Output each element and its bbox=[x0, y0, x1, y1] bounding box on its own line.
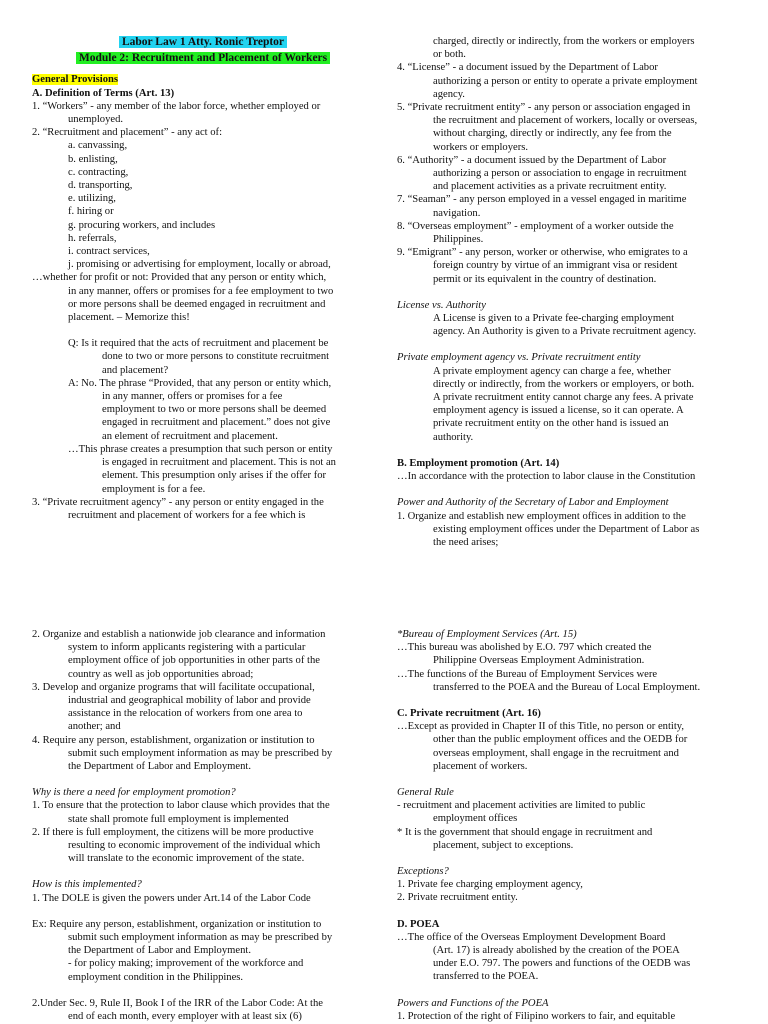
text-line: D. POEA bbox=[397, 918, 440, 930]
text-line bbox=[397, 483, 739, 496]
section-heading: General Provisions bbox=[32, 74, 119, 86]
text-line: a. canvassing, bbox=[68, 140, 128, 152]
text-line bbox=[32, 324, 374, 337]
text-line: j. promising or advertising for employment, locally or abroad, bbox=[68, 259, 331, 271]
text-line: industrial and geographical mobility of labor and provide bbox=[68, 695, 311, 707]
text-line: 9. “Emigrant” - any person, worker or otherwise, who emigrates to a bbox=[397, 247, 688, 259]
text-line: Power and Authority of the Secretary of Labor and Employment bbox=[397, 497, 669, 509]
text-line: the Department of Labor and Employment. bbox=[68, 761, 251, 773]
text-line bbox=[397, 444, 739, 457]
text-line: 7. “Seaman” - any person employed in a vessel engaged in maritime bbox=[397, 194, 687, 206]
text-line: transferred to the POEA and the Bureau of Local Employment. bbox=[433, 681, 701, 693]
text-line: without charging, directly or indirectly, any fee from the bbox=[433, 128, 672, 140]
text-line: state shall promote full employment is implemented bbox=[68, 813, 289, 825]
text-line: engaged in recruitment and placement.” does not give bbox=[102, 417, 331, 429]
text-line: employment agency is issued a license, so it can operate. A bbox=[433, 405, 684, 417]
text-line: the recruitment and placement of workers, locally or overseas, bbox=[433, 115, 698, 127]
text-line: c. contracting, bbox=[68, 166, 129, 178]
text-line: 2. “Recruitment and placement” - any act of: bbox=[32, 127, 223, 139]
text-line: the Department of Labor and Employment. bbox=[68, 945, 251, 957]
text-line: the need arises; bbox=[433, 536, 499, 548]
text-line: in any manner, offers or promises for a fee bbox=[102, 391, 283, 403]
text-line: end of each month, every employer with at least six (6) bbox=[68, 1011, 302, 1023]
text-line: agency. An Authority is given to a Private recruitment agency. bbox=[433, 326, 697, 338]
text-line: directly or indirectly, from the workers or employers, or both. bbox=[433, 378, 695, 390]
text-line: B. Employment promotion (Art. 14) bbox=[397, 457, 560, 469]
text-lines-bottom-left bbox=[32, 628, 374, 1023]
text-line: employment office of job opportunities in other parts of the bbox=[68, 655, 320, 667]
text-line bbox=[397, 905, 739, 918]
text-line: or both. bbox=[433, 49, 466, 61]
text-line: assistance in the relocation of workers from one area to bbox=[68, 708, 303, 720]
column-top-right bbox=[397, 35, 739, 549]
text-line: A: No. The phrase “Provided, that any person or entity which, bbox=[68, 377, 332, 389]
document-title: Labor Law 1 Atty. Ronic Treptor bbox=[119, 36, 287, 48]
text-line: existing employment offices under the Department of Labor as bbox=[433, 523, 700, 535]
text-line: authorizing a person or association to engage in recruitment bbox=[433, 168, 687, 180]
text-line: Powers and Functions of the POEA bbox=[397, 997, 549, 1009]
text-line: 2. Organize and establish a nationwide job clearance and information bbox=[32, 629, 326, 640]
text-line: agency. bbox=[433, 88, 465, 100]
text-line: 1. “Workers” - any member of the labor force, whether employed or bbox=[32, 100, 321, 112]
text-line: and placement? bbox=[102, 364, 169, 376]
text-line: placement of workers. bbox=[433, 760, 528, 772]
text-line: is engaged in recruitment and placement. This is not an bbox=[102, 457, 336, 469]
text-line: A private recruitment entity cannot charge any fees. A private bbox=[433, 392, 694, 404]
text-line: unemployed. bbox=[68, 114, 124, 126]
text-line: …This bureau was abolished by E.O. 797 which created the bbox=[397, 642, 652, 654]
text-line bbox=[397, 286, 739, 299]
text-line bbox=[397, 773, 739, 786]
text-line: 1. Private fee charging employment agency, bbox=[397, 879, 583, 891]
text-line: C. Private recruitment (Art. 16) bbox=[397, 708, 541, 720]
text-line: resulting to economic improvement of the individual which bbox=[68, 840, 321, 852]
text-line: 5. “Private recruitment entity” - any person or association engaged in bbox=[397, 102, 691, 114]
text-line: 4. Require any person, establishment, organization or institution to bbox=[32, 734, 315, 746]
text-line: employment is for a fee. bbox=[102, 483, 206, 495]
text-line: placement. – Memorize this! bbox=[68, 312, 190, 324]
text-line: recruitment and placement of workers for a fee which is bbox=[68, 509, 306, 521]
text-line: …The functions of the Bureau of Employment Services were bbox=[397, 668, 658, 680]
text-line: element. This presumption only arises if the offer for bbox=[102, 470, 327, 482]
text-line: transferred to the POEA. bbox=[433, 971, 539, 983]
text-line: …whether for profit or not: Provided that any person or entity which, bbox=[32, 272, 327, 284]
text-line: workers or employers. bbox=[433, 141, 529, 153]
text-line: done to two or more persons to constitute recruitment bbox=[102, 351, 330, 363]
text-line: - for policy making; improvement of the workforce and bbox=[68, 958, 304, 970]
text-line: Q: Is it required that the acts of recruitment and placement be bbox=[68, 338, 329, 350]
text-line: f. hiring or bbox=[68, 206, 114, 218]
text-line: 2. If there is full employment, the citizens will be more productive bbox=[32, 826, 314, 838]
text-line: *Bureau of Employment Services (Art. 15) bbox=[397, 629, 577, 640]
text-line: 3. Develop and organize programs that will facilitate occupational, bbox=[32, 681, 315, 693]
text-line bbox=[32, 865, 374, 878]
text-line bbox=[397, 852, 739, 865]
text-line: foreign country by virtue of an immigrant visa or resident bbox=[433, 260, 678, 272]
text-line: will translate to the economic improvement of the state. bbox=[68, 853, 305, 865]
module-heading: Module 2: Recruitment and Placement of Workers bbox=[76, 52, 330, 64]
text-line: 1. Organize and establish new employment offices in addition to the bbox=[397, 510, 686, 522]
text-line: employment to two or more persons shall be deemed bbox=[102, 404, 327, 416]
text-line: …This phrase creates a presumption that such person or entity bbox=[68, 443, 333, 455]
text-line: charged, directly or indirectly, from the workers or employers bbox=[433, 36, 695, 47]
text-line bbox=[397, 338, 739, 351]
text-line: overseas employment, shall engage in the recruitment and bbox=[433, 747, 679, 759]
text-line: employment condition in the Philippines. bbox=[68, 971, 244, 983]
text-lines-bottom-right bbox=[397, 628, 739, 1023]
text-line: …The office of the Overseas Employment Development Board bbox=[397, 931, 666, 943]
text-line: - recruitment and placement activities are limited to public bbox=[397, 800, 646, 812]
text-line bbox=[32, 773, 374, 786]
text-line: …In accordance with the protection to labor clause in the Constitution bbox=[397, 471, 696, 483]
text-line: 6. “Authority” - a document issued by the Department of Labor bbox=[397, 154, 667, 166]
text-line: b. enlisting, bbox=[68, 153, 118, 165]
text-line: 2.Under Sec. 9, Rule II, Book I of the IRR of the Labor Code: At the bbox=[32, 997, 323, 1009]
text-line: Private employment agency vs. Private recruitment entity bbox=[397, 352, 641, 364]
text-line: How is this implemented? bbox=[32, 879, 142, 891]
text-line: permit or its equivalent in the country of destination. bbox=[433, 273, 657, 285]
text-lines-top-right bbox=[397, 35, 739, 549]
text-line bbox=[397, 984, 739, 997]
text-line: g. procuring workers, and includes bbox=[68, 219, 216, 231]
section-row bbox=[32, 73, 374, 86]
text-line: Why is there a need for employment promotion? bbox=[32, 787, 236, 799]
text-line: 1. To ensure that the protection to labor clause which provides that the bbox=[32, 800, 330, 812]
text-line: 8. “Overseas employment” - employment of a worker outside the bbox=[397, 220, 674, 232]
text-line: country as well as job opportunities abroad; bbox=[68, 668, 254, 680]
text-line: placement, subject to exceptions. bbox=[433, 839, 574, 851]
text-line: 2. Private recruitment entity. bbox=[397, 892, 518, 904]
text-line bbox=[397, 694, 739, 707]
text-line: 4. “License” - a document issued by the Department of Labor bbox=[397, 62, 658, 74]
text-line bbox=[32, 905, 374, 918]
text-line: e. utilizing, bbox=[68, 193, 116, 205]
text-line: in any manner, offers or promises for a fee employment to two bbox=[68, 285, 334, 297]
text-line: 1. The DOLE is given the powers under Art.14 of the Labor Code bbox=[32, 892, 311, 904]
text-line: authority. bbox=[433, 431, 474, 443]
text-line: under E.O. 797. The powers and functions of the OEDB was bbox=[433, 958, 691, 970]
text-line: and placement activities as a private recruitment entity. bbox=[433, 181, 667, 193]
text-line: * It is the government that should engage in recruitment and bbox=[397, 826, 653, 838]
text-line: 1. Protection of the right of Filipino workers to fair, and equitable bbox=[397, 1010, 676, 1022]
text-line: Philippines. bbox=[433, 234, 484, 246]
text-line: private recruitment entity on the other hand is issued an bbox=[433, 418, 669, 430]
text-line: License vs. Authority bbox=[397, 299, 486, 311]
text-line: other than the public employment offices and the OEDB for bbox=[433, 734, 688, 746]
text-line: 3. “Private recruitment agency” - any person or entity engaged in the bbox=[32, 496, 324, 508]
text-line: …Except as provided in Chapter II of this Title, no person or entity, bbox=[397, 721, 685, 733]
column-bottom-left bbox=[32, 628, 374, 1023]
text-line: employment offices bbox=[433, 813, 518, 825]
text-line: d. transporting, bbox=[68, 180, 133, 192]
text-line bbox=[32, 984, 374, 997]
text-line: (Art. 17) is already abolished by the creation of the POEA bbox=[433, 945, 680, 957]
text-line: an element of recruitment and placement. bbox=[102, 430, 278, 442]
text-line: Ex: Require any person, establishment, organization or institution to bbox=[32, 918, 322, 930]
text-line: another; and bbox=[68, 721, 121, 733]
text-line: submit such employment information as may be prescribed by bbox=[68, 747, 333, 759]
column-bottom-right bbox=[397, 628, 739, 1023]
text-line: A License is given to a Private fee-charging employment bbox=[433, 313, 675, 325]
text-line: A private employment agency can charge a fee, whether bbox=[433, 365, 671, 377]
text-line: navigation. bbox=[433, 207, 481, 219]
text-line: Exceptions? bbox=[397, 866, 449, 878]
column-top-left bbox=[32, 35, 374, 522]
text-line: General Rule bbox=[397, 787, 454, 799]
text-line: authorizing a person or entity to operate a private employment bbox=[433, 75, 698, 87]
text-line: h. referrals, bbox=[68, 232, 117, 244]
text-line: Philippine Overseas Employment Administration. bbox=[433, 655, 645, 667]
text-line: i. contract services, bbox=[68, 246, 150, 258]
text-line: system to inform applicants registering with a particular bbox=[68, 642, 306, 654]
text-line: or more persons shall be deemed engaged in recruitment and bbox=[68, 298, 326, 310]
module-row bbox=[32, 51, 374, 65]
text-lines-top-left bbox=[32, 87, 374, 523]
text-line: submit such employment information as may be prescribed by bbox=[68, 932, 333, 944]
text-line: A. Definition of Terms (Art. 13) bbox=[32, 87, 175, 99]
title-row bbox=[32, 35, 374, 49]
